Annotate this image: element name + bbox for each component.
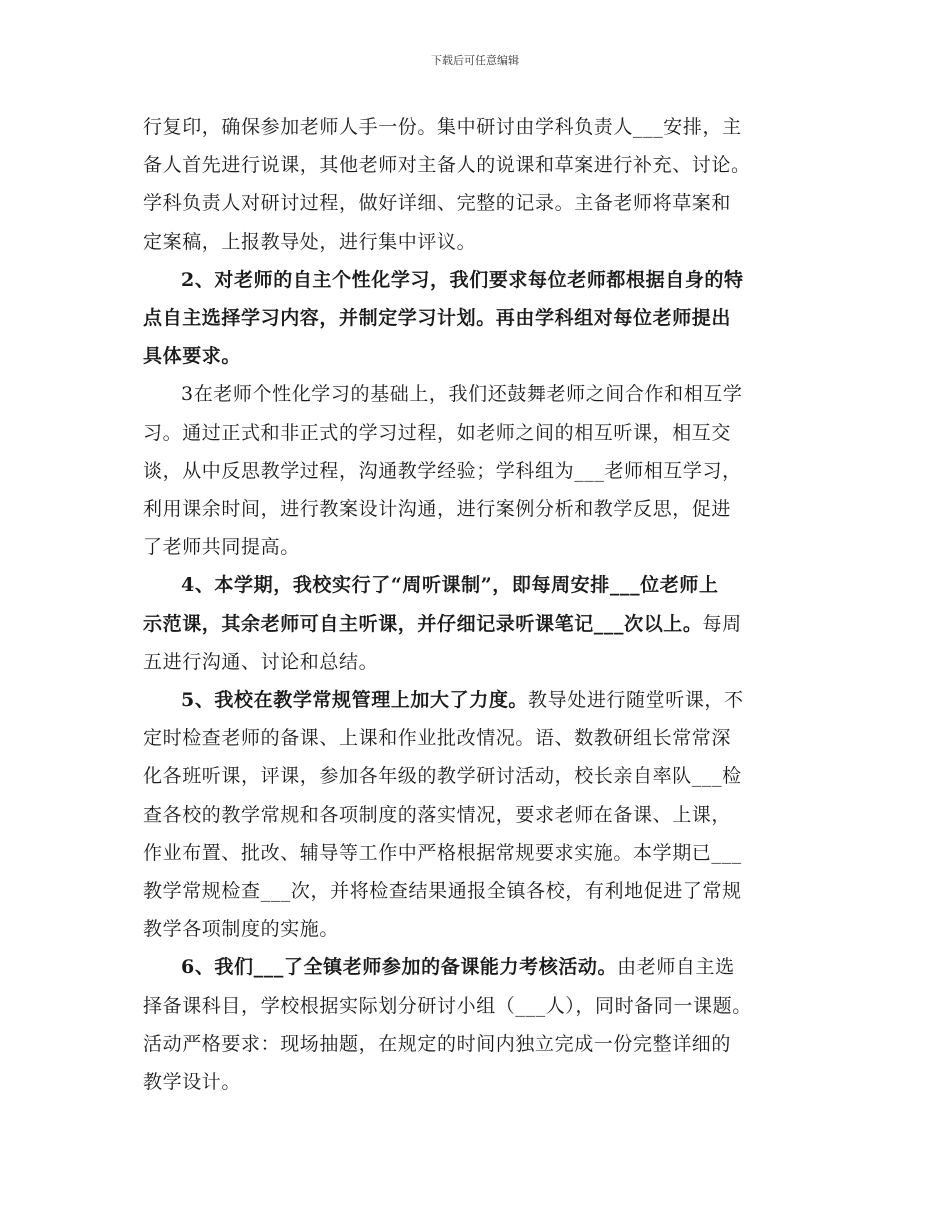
text-line: 备人首先进行说课，其他老师对主备人的说课和草案进行补充、讨论。 — [143, 154, 751, 177]
page-header: 下载后可任意编辑 — [431, 54, 519, 67]
regular-text: 由老师自主选 — [617, 956, 735, 979]
text-line: 点自主选择学习内容，并制定学习计划。再由学科组对每位老师提出 — [143, 307, 732, 330]
paragraph-6 — [143, 948, 813, 1101]
text-line — [143, 681, 813, 719]
text-line: 教学各项制度的实施。 — [143, 918, 340, 941]
text-line — [143, 948, 813, 986]
paragraph-4 — [143, 566, 813, 681]
text-line: 利用课余时间，进行教案设计沟通，进行案例分析和教学反思，促进 — [143, 498, 732, 521]
text-line: 2、对老师的自主个性化学习，我们要求每位老师都根据自身的特 — [181, 268, 744, 291]
bold-text: 示范课，其余老师可自主听课，并仔细记录听课笔记___次以上。 — [143, 612, 703, 635]
text-line: 4、本学期，我校实行了“周听课制”，即每周安排___位老师上 — [181, 574, 719, 597]
text-line: 具体要求。 — [143, 345, 242, 368]
text-line: 习。通过正式和非正式的学习过程，如老师之间的相互听课，相互交 — [143, 421, 732, 444]
text-line: 定案稿，上报教导处，进行集中评议。 — [143, 230, 477, 253]
text-line: 作业布置、批改、辅导等工作中严格根据常规要求实施。本学期已___ — [143, 841, 742, 864]
text-line: 了老师共同提高。 — [143, 536, 300, 559]
bold-text: 6、我们___了全镇老师参加的备课能力考核活动。 — [181, 956, 618, 979]
paragraph-1 — [143, 108, 813, 261]
text-line: 化各班听课，评课，参加各年级的教学研讨活动，校长亲自率队___检 — [143, 765, 742, 788]
regular-text: 教导处进行随堂听课，不 — [528, 689, 744, 712]
regular-text: 每周 — [702, 612, 742, 635]
text-line: 学科负责人对研讨过程，做好详细、完整的记录。主备老师将草案和 — [143, 192, 732, 215]
text-line: 教学常规检查___次，并将检查结果通报全镇各校，有利地促进了常规 — [143, 880, 742, 903]
paragraph-5 — [143, 681, 813, 948]
text-line: 择备课科目，学校根据实际划分研讨小组（___人），同时备同一课题。 — [143, 994, 752, 1017]
text-line: 教学设计。 — [143, 1071, 242, 1094]
text-line: 五进行沟通、讨论和总结。 — [143, 650, 379, 673]
paragraph-2 — [143, 261, 813, 376]
paragraph-3 — [143, 375, 813, 566]
text-line: 3在老师个性化学习的基础上，我们还鼓舞老师之间合作和相互学 — [181, 383, 743, 406]
document-body — [143, 108, 813, 1101]
bold-text: 5、我校在教学常规管理上加大了力度。 — [181, 689, 529, 712]
text-line: 行复印，确保参加老师人手一份。集中研讨由学科负责人___安排，主 — [143, 116, 742, 138]
text-line: 活动严格要求：现场抽题，在规定的时间内独立完成一份完整详细的 — [143, 1032, 732, 1055]
text-line: 查各校的教学常规和各项制度的落实情况，要求老师在备课、上课， — [143, 803, 732, 826]
text-line — [143, 605, 813, 643]
text-line: 定时检查老师的备课、上课和作业批改情况。语、数教研组长常常深 — [143, 727, 732, 750]
text-line: 谈，从中反思教学过程，沟通教学经验；学科组为___老师相互学习， — [143, 459, 742, 482]
